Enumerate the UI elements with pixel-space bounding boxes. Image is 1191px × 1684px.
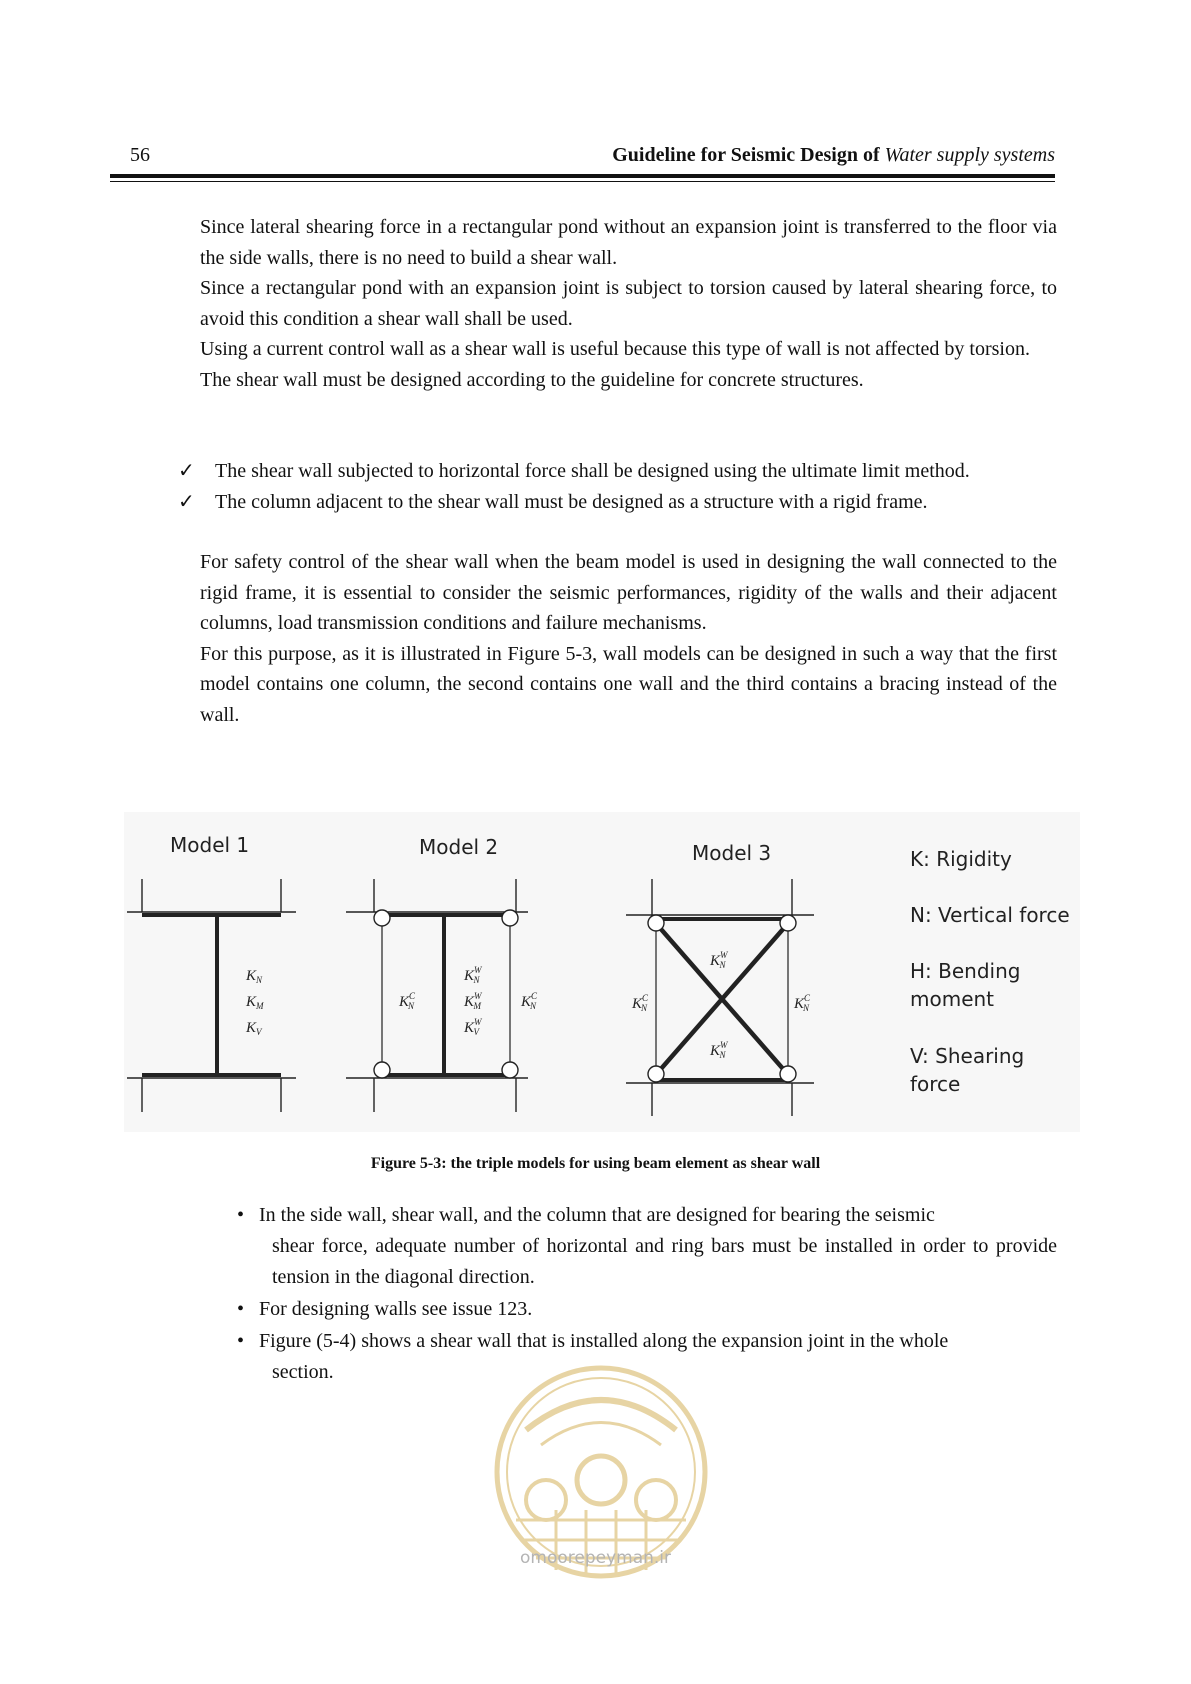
model-3-label: Model 3 bbox=[692, 841, 772, 865]
list-item-text: Figure (5-4) shows a shear wall that is installed along the expansion joint in the whole bbox=[259, 1330, 949, 1352]
watermark-site: omoorepeyman.ir bbox=[519, 1548, 672, 1568]
running-title bbox=[612, 144, 1055, 167]
bullet-icon: • bbox=[237, 1330, 245, 1352]
k-label: $K_M$ bbox=[246, 994, 264, 1011]
running-title-italic: Water supply systems bbox=[884, 144, 1055, 166]
model-2-label: Model 2 bbox=[419, 835, 499, 859]
page-header bbox=[110, 138, 1055, 178]
checkmark-icon: ✓ bbox=[178, 491, 195, 513]
paragraph: Using a current control wall as a shear wall is useful because this type of wall is not affected by torsion. bbox=[200, 338, 1030, 361]
legend-shearing: V: Shearing bbox=[910, 1044, 1025, 1068]
legend-rigidity: K: Rigidity bbox=[910, 847, 1012, 871]
list-item bbox=[178, 456, 1058, 487]
k-label: $K_N$ bbox=[246, 968, 263, 985]
k-label: $K^W$ V bbox=[464, 1017, 482, 1037]
list-item-text: For designing walls see issue 123. bbox=[259, 1298, 533, 1320]
legend-bending: H: Bending bbox=[910, 959, 1021, 983]
header-rule-thick bbox=[110, 174, 1055, 178]
k-label: $K^W$ N bbox=[464, 965, 482, 985]
paragraph: For safety control of the shear wall when the beam model is used in designing the wall connected to the rigid frame, it is essential to consider the seismic performances, rigidity of the walls and their adjacent columns, load transmission conditions and failure mechanisms. bbox=[200, 551, 1057, 635]
legend-moment: moment bbox=[910, 987, 995, 1011]
k-label: $K^C$ N bbox=[794, 993, 811, 1013]
running-title-bold: Guideline for Seismic Design of bbox=[612, 144, 880, 166]
safety-text bbox=[200, 547, 1057, 731]
bullet-icon: • bbox=[237, 1298, 245, 1320]
check-list bbox=[178, 456, 1058, 518]
k-label: $K_V$ bbox=[246, 1020, 262, 1037]
list-item-text: In the side wall, shear wall, and the column that are designed for bearing the seismic bbox=[259, 1204, 935, 1226]
k-label: $K^W$ M bbox=[464, 991, 482, 1011]
page-number: 56 bbox=[130, 144, 150, 166]
list-item bbox=[237, 1200, 1057, 1293]
list-item-text: The shear wall subjected to horizontal force shall be designed using the ultimate limit method. bbox=[215, 460, 970, 482]
figure-triple-models bbox=[124, 812, 1080, 1132]
intro-text bbox=[200, 212, 1057, 396]
list-item bbox=[237, 1294, 1057, 1325]
paragraph: Since a rectangular pond with an expansion joint is subject to torsion caused by lateral shearing force, to avoid this condition a shear wall shall be used. bbox=[200, 277, 1057, 330]
legend-force: force bbox=[910, 1072, 961, 1096]
k-label: $K^C$ N bbox=[632, 993, 649, 1013]
list-item-text: The column adjacent to the shear wall must be designed as a structure with a rigid frame. bbox=[215, 491, 928, 513]
paragraph: The shear wall must be designed according to the guideline for concrete structures. bbox=[200, 368, 864, 391]
paragraph: For this purpose, as it is illustrated in Figure 5-3, wall models can be designed in such a way that the first model contains one column, the second contains one wall and the third contains a bracing instead of the wall. bbox=[200, 642, 1057, 726]
model-1-label: Model 1 bbox=[170, 833, 250, 857]
k-label: $K^W$ N bbox=[710, 950, 728, 970]
k-label: $K^C$ N bbox=[521, 991, 538, 1011]
k-label: $K^W$ N bbox=[710, 1040, 728, 1060]
legend-vertical-force: N: Vertical force bbox=[910, 903, 1070, 927]
list-item bbox=[178, 487, 1058, 518]
paragraph: Since lateral shearing force in a rectangular pond without an expansion joint is transferred to the floor via the side walls, there is no need to build a shear wall. bbox=[200, 216, 1057, 269]
list-item-text-continued: section. bbox=[272, 1361, 334, 1383]
figure-caption: Figure 5-3: the triple models for using beam element as shear wall bbox=[370, 1155, 821, 1172]
list-item-text-continued: shear force, adequate number of horizontal and ring bars must be installed in order to provide tension in the diagonal direction. bbox=[272, 1235, 1057, 1288]
header-rule-thin bbox=[110, 181, 1055, 182]
checkmark-icon: ✓ bbox=[178, 460, 195, 482]
bullet-icon: • bbox=[237, 1204, 245, 1226]
k-label: $K^C$ N bbox=[399, 991, 416, 1011]
